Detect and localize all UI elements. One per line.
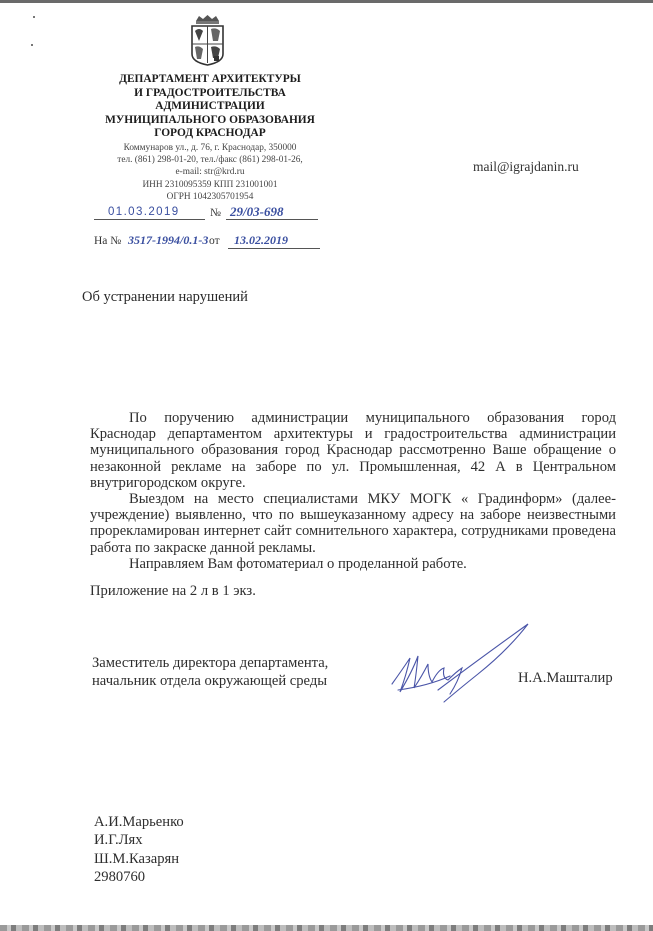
recipient-email: mail@igrajdanin.ru	[473, 159, 579, 174]
body-paragraph: Направляем Вам фотоматериал о проделанной работе.	[129, 555, 467, 572]
reference-label: На №	[94, 235, 122, 247]
signatory-title	[92, 654, 328, 690]
letter-subject: Об устранении нарушений	[82, 289, 248, 305]
body-paragraph: Выездом на место специалистами МКУ МОГК « Градинформ» (далее-учреждение) выявленно, что по вышеуказанному адресу на заборе неизвестными прорекламирован интернет сайт сомнительного характера, сотрудниками проведена работа по закраске данной рекламы.	[90, 491, 616, 556]
reference-date-label: от	[209, 235, 220, 247]
number-label: №	[210, 207, 221, 219]
org-name-line: АДМИНИСТРАЦИИ	[155, 100, 265, 113]
org-name-line: ДЕПАРТАМЕНТ АРХИТЕКТУРЫ	[119, 73, 301, 85]
registration-line	[94, 205, 324, 221]
ogrn-line: ОГРН 1042305701954	[166, 191, 254, 202]
scan-speck	[33, 16, 35, 18]
executors-block	[94, 813, 184, 886]
address-line: Коммунаров ул., д. 76, г. Краснодар, 350000	[123, 142, 297, 153]
email-line: e-mail: str@krd.ru	[175, 167, 245, 178]
signatory-title-line: начальник отдела окружающей среды	[92, 673, 328, 689]
phone-line: тел. (861) 298-01-20, тел./факс (861) 298-01-26,	[117, 155, 303, 166]
org-name-line: МУНИЦИПАЛЬНОГО ОБРАЗОВАНИЯ	[105, 113, 315, 126]
reference-underline	[228, 248, 320, 249]
coat-of-arms-icon	[189, 14, 226, 66]
executor-phone: 2980760	[94, 868, 146, 885]
org-name-line: ГОРОД КРАСНОДАР	[154, 127, 266, 140]
executor-name: И.Г.Лях	[94, 832, 143, 849]
letterhead	[82, 73, 338, 203]
reference-line	[94, 233, 324, 249]
inn-kpp-line: ИНН 2310095359 КПП 231001001	[142, 179, 278, 190]
appendix-note: Приложение на 2 л в 1 экз.	[90, 583, 256, 599]
signatory-name: Н.А.Машталир	[518, 670, 613, 686]
body-paragraph: По поручению администрации муниципального образования город Краснодар департаментом архитектуры и градостроительства администрации муниципального образования город Краснодар рассмотренно Ваше обращение о незаконной рекламе на заборе по ул. Промышленная, 42 А в Центральном внутригородском округе.	[90, 410, 616, 491]
executor-name: А.И.Марьенко	[94, 814, 184, 830]
executor-name: Ш.М.Казарян	[94, 850, 180, 867]
org-name-line: И ГРАДОСТРОИТЕЛЬСТВА	[134, 86, 286, 99]
letter-body	[90, 410, 616, 572]
scan-bottom-edge	[0, 925, 653, 931]
reference-number: 3517-1994/0.1-3	[128, 233, 209, 247]
scan-speck	[31, 44, 33, 46]
reference-date: 13.02.2019	[234, 233, 288, 247]
outgoing-number: 29/03-698	[230, 204, 284, 219]
date-underline	[94, 219, 205, 220]
scan-top-edge	[0, 0, 653, 3]
number-underline	[226, 219, 318, 220]
registration-date-stamp: 01.03.2019	[108, 206, 180, 218]
signatory-title-line: Заместитель директора департамента,	[92, 655, 329, 671]
handwritten-signature	[388, 620, 538, 706]
